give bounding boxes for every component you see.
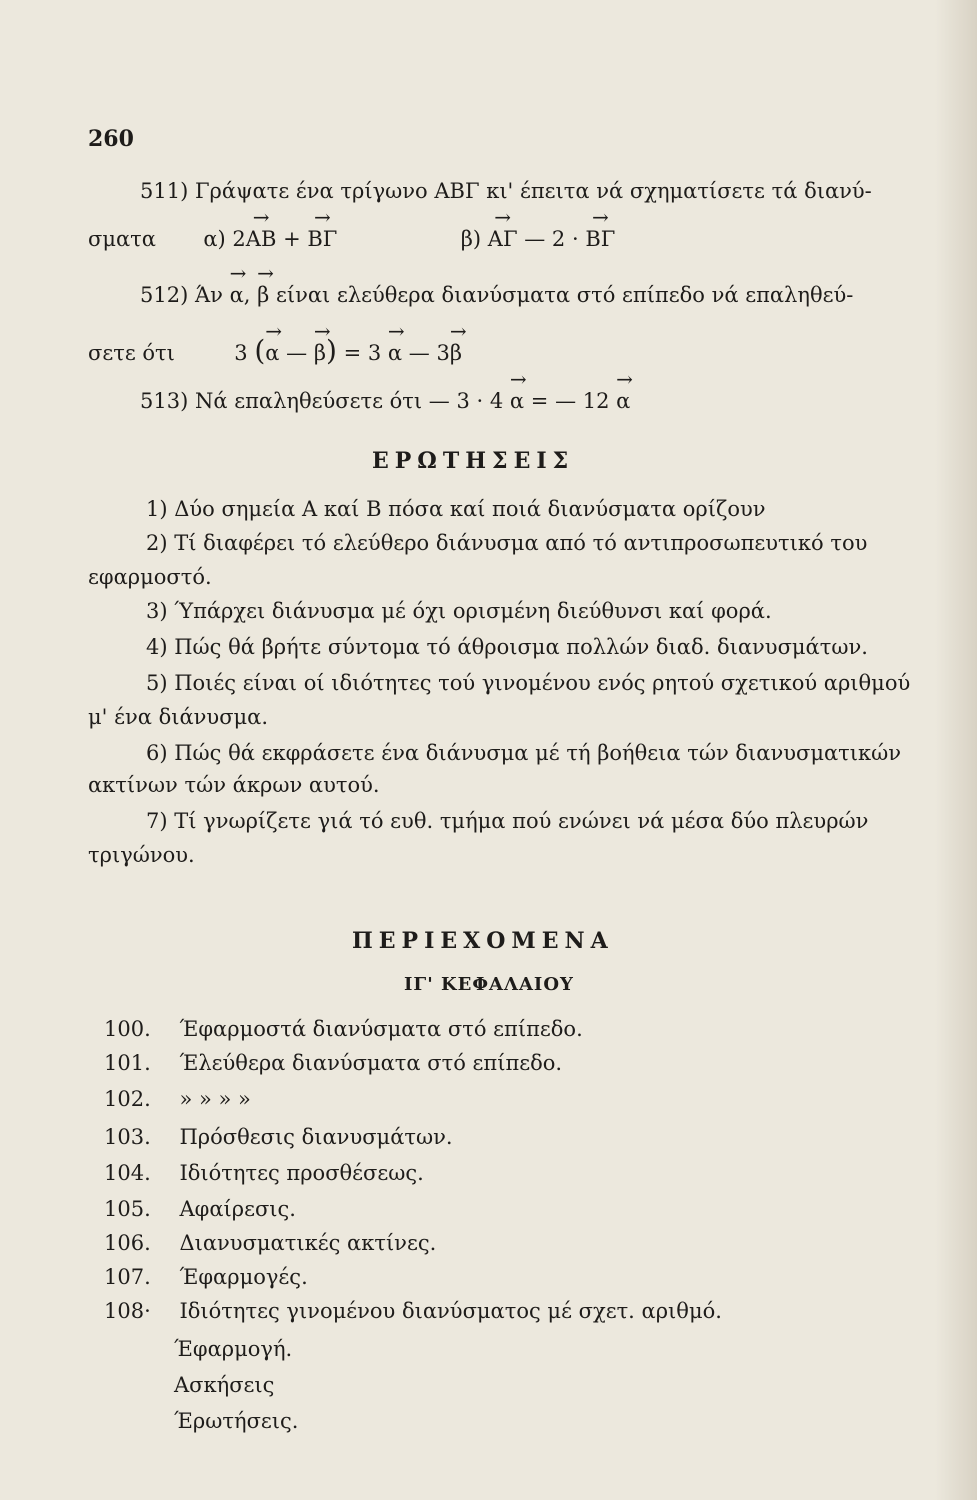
toc-item: 100. Έφαρμοστά διανύσματα στό επίπεδο.	[104, 1017, 583, 1041]
vector-ab: → ΑΒ	[246, 226, 277, 252]
toc-item: 107. Έφαρμογές.	[104, 1265, 308, 1289]
vector-ag: → ΑΓ	[488, 226, 518, 252]
toc-item: 102. » » » »	[104, 1087, 251, 1111]
question-2-line1: 2) Τί διαφέρει τό ελεύθερο διάνυσμα από τό αντιπροσωπευτικό του	[146, 531, 868, 555]
exercise-511-line2: σματα α) 2→ ΑΒ + → ΒΓ β) → ΑΓ — 2 · → ΒΓ	[88, 226, 615, 252]
question-7-line1: 7) Τί γνωρίζετε γιά τό ευθ. τμήμα πού ενώνει νά μέσα δύο πλευρών	[146, 809, 869, 833]
chapter-heading: ΙΓ' ΚΕΦΑΛΑΙΟΥ	[404, 974, 574, 995]
toc-item: 101. Έλεύθερα διανύσματα στό επίπεδο.	[104, 1051, 563, 1075]
toc-subitem: Ασκήσεις	[174, 1373, 275, 1397]
page-number: 260	[88, 126, 134, 152]
vector-bg-2: → ΒΓ	[585, 226, 615, 252]
question-6-line1: 6) Πώς θά εκφράσετε ένα διάνυσμα μέ τή βοήθεια τών διανυσματικών	[146, 741, 902, 765]
toc-item: 106. Διανυσματικές ακτίνες.	[104, 1231, 437, 1255]
question-4: 4) Πώς θά βρήτε σύντομα τό άθροισμα πολλών διαδ. διανυσμάτων.	[146, 635, 868, 659]
toc-item: 108· Ιδιότητες γινομένου διανύσματος μέ σχετ. αριθμό.	[104, 1299, 722, 1323]
toc-subitem: Έφαρμογή.	[174, 1337, 293, 1361]
question-1: 1) Δύο σημεία Α καί Β πόσα καί ποιά διανύσματα ορίζουν	[146, 497, 766, 521]
question-3: 3) Ύπάρχει διάνυσμα μέ όχι ορισμένη διεύθυνσι καί φορά.	[146, 599, 772, 623]
vector-bg: → ΒΓ	[307, 226, 337, 252]
questions-heading: ΕΡΩΤΗΣΕΙΣ	[372, 448, 575, 474]
toc-item: 104. Ιδιότητες προσθέσεως.	[104, 1161, 424, 1185]
question-5-line1: 5) Ποιές είναι οί ιδιότητες τού γινομένου ενός ρητού σχετικού αριθμού	[146, 671, 911, 695]
question-7-line2: τριγώνου.	[88, 843, 195, 867]
question-6-line2: ακτίνων τών άκρων αυτού.	[88, 773, 380, 797]
question-5-line2: μ' ένα διάνυσμα.	[88, 705, 269, 729]
exercise-513: 513) Νά επαληθεύσετε ότι — 3 · 4 → α = — 12 → α	[140, 388, 630, 414]
toc-item: 105. Αφαίρεσις.	[104, 1197, 296, 1221]
exercise-512-line2: σετε ότι 3 (→ α — → β) = 3 → α — 3→ β	[88, 338, 462, 366]
contents-heading: ΠΕΡΙΕΧΟΜΕΝΑ	[352, 928, 614, 954]
toc-item: 103. Πρόσθεσις διανυσμάτων.	[104, 1125, 453, 1149]
page-edge-shadow	[935, 0, 977, 1500]
exercise-512-line1: 512) Άν → α, → β είναι ελεύθερα διανύσματα στό επίπεδο νά επαληθεύ-	[140, 282, 853, 308]
question-2-line2: εφαρμοστό.	[88, 565, 212, 589]
exercise-511-line1: 511) Γράψατε ένα τρίγωνο ΑΒΓ κι' έπειτα νά σχηματίσετε τά διανύ-	[140, 179, 872, 203]
vector-alpha: → α	[230, 282, 244, 308]
vector-beta: → β	[257, 282, 269, 308]
toc-subitem: Έρωτήσεις.	[174, 1409, 299, 1433]
